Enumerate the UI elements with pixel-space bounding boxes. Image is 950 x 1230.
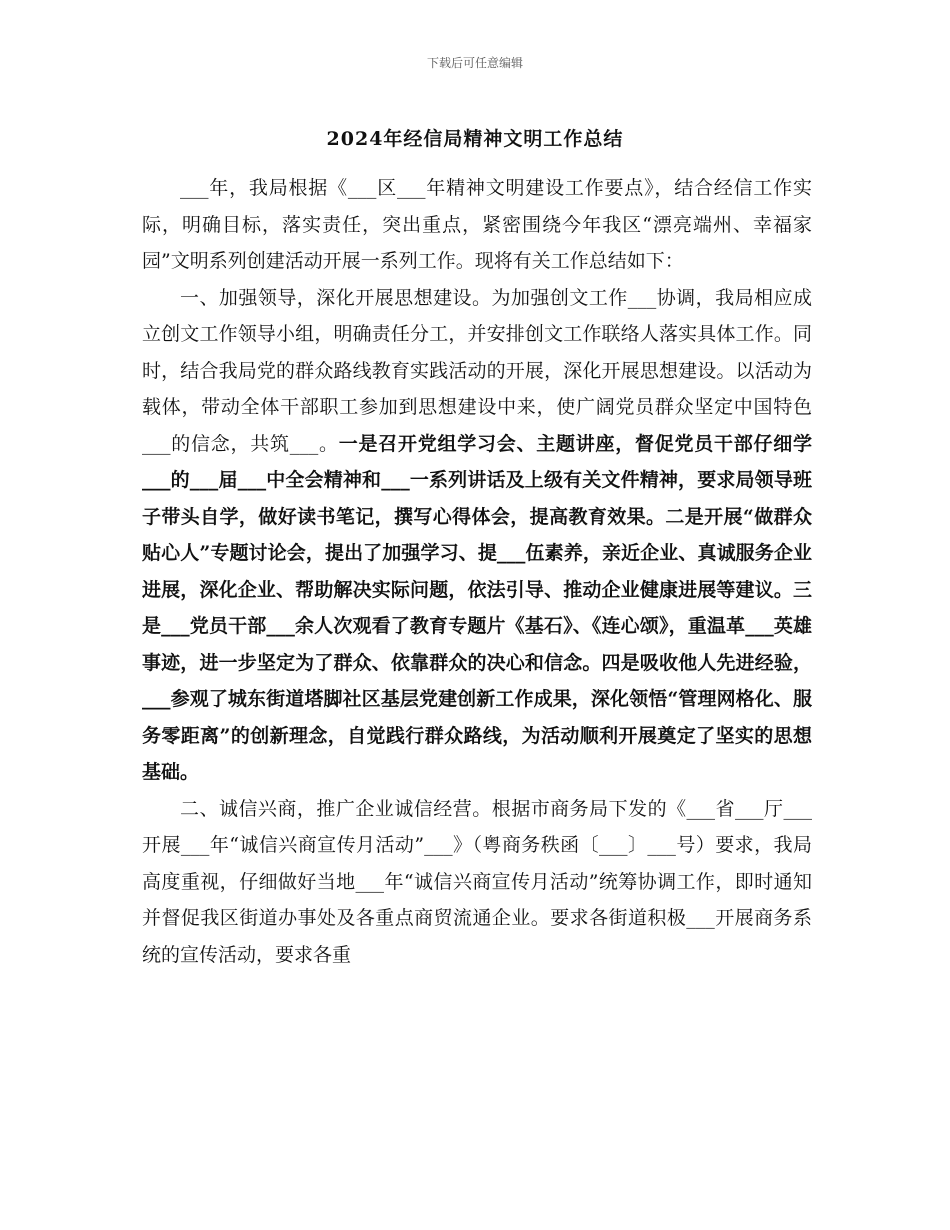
paragraph-intro: [142, 170, 812, 280]
document-title: 2024年经信局精神文明工作总结: [326, 128, 624, 150]
paragraph-section-2: [142, 791, 812, 974]
document-body: [142, 170, 812, 973]
paragraph-section-1: [142, 280, 812, 791]
paragraph-section-1-bold-text: 一是召开党组学习会、主题讲座，督促党员干部仔细学___的___届___中全会精神和___一系列讲话及上级有关文件精神，要求局领导班子带头自学，做好读书笔记，撰写心得体会，提高教育效果。二是开展“做群众贴心人”专题讨论会，提出了加强学习、提___伍素养，亲近企业、真诚服务企业进展，深化企业、帮助解决实际问题，依法引导、推动企业健康进展等建议。三是___党员干部___余人次观看了教育专题片《基石》、《连心颂》，重温革___英雄事迹，进一步坚定为了群众、依靠群众的决心和信念。四是吸收他人先进经验，___参观了城东街道塔脚社区基层党建创新工作成果，深化领悟“管理网格化、服务零距离”的创新理念，自觉践行群众路线，为活动顺利开展奠定了坚实的思想基础。: [142, 432, 812, 783]
paragraph-section-2-text: 二、诚信兴商，推广企业诚信经营。根据市商务局下发的《___省___厅___开展___年“诚信兴商宣传月活动”___》（粤商务秩函〔___〕___号）要求，我局高度重视，仔细做好当地___年“诚信兴商宣传月活动”统筹协调工作，即时通知并督促我区街道办事处及各重点商贸流通企业。要求各街道积极___开展商务系统的宣传活动，要求各重: [142, 797, 812, 966]
paragraph-section-1-text: 一、加强领导，深化开展思想建设。为加强创文工作___协调，我局相应成立创文工作领导小组，明确责任分工，并安排创文工作联络人落实具体工作。同时，结合我局党的群众路线教育实践活动的开展，深化开展思想建设。以活动为载体，带动全体干部职工参加到思想建设中来，使广阔党员群众坚定中国特色___的信念，共筑___。: [142, 286, 812, 455]
paragraph-intro-text: ___年，我局根据《___区___年精神文明建设工作要点》，结合经信工作实际，明确目标，落实责任，突出重点，紧密围绕今年我区“漂亮端州、幸福家园”文明系列创建活动开展一系列工作。现将有关工作总结如下：: [142, 177, 812, 272]
page-header-note: 下载后可任意编辑: [426, 56, 523, 70]
